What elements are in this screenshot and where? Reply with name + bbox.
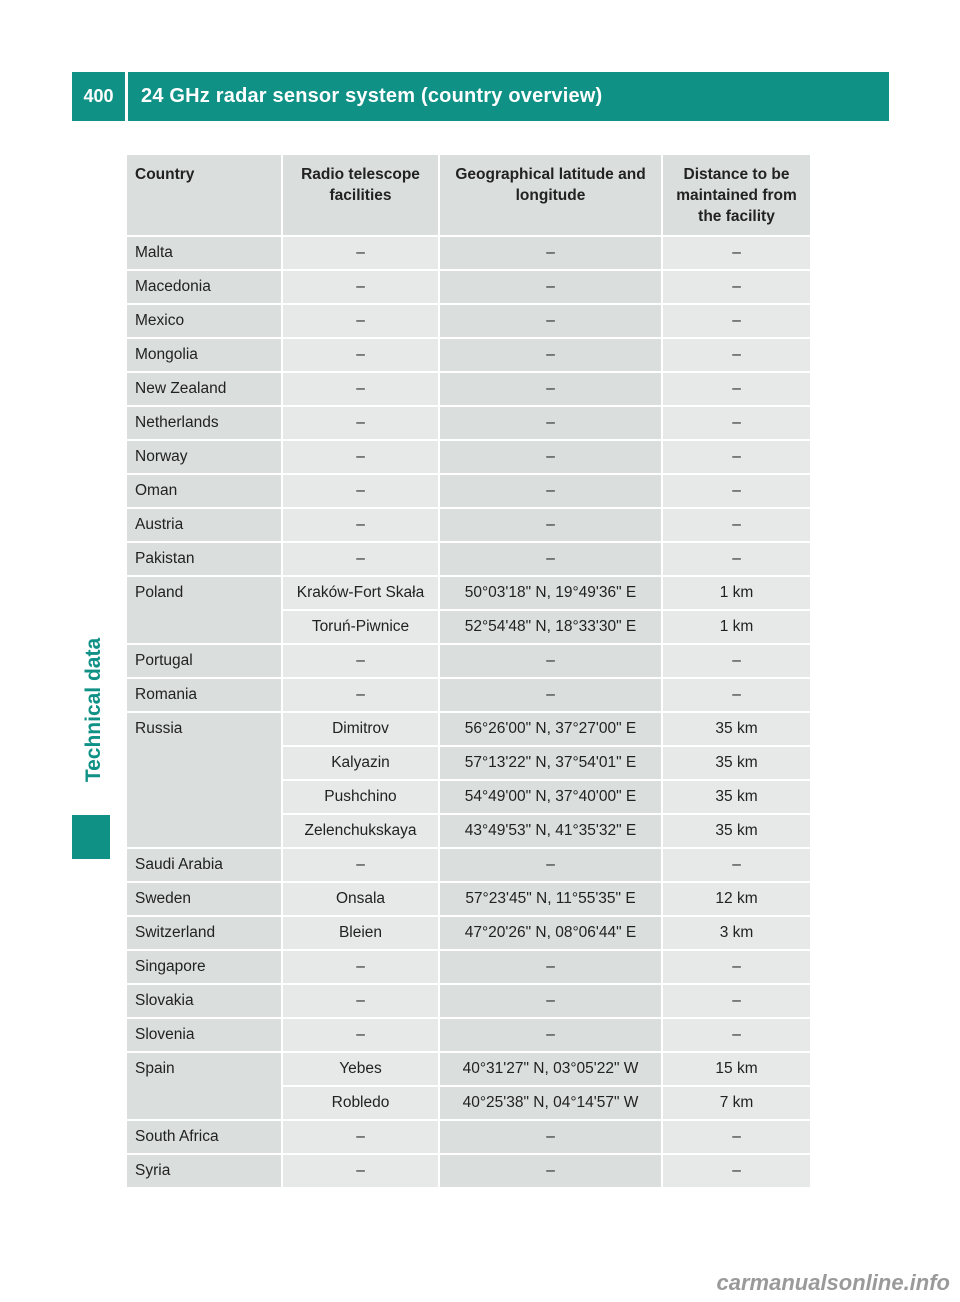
country-cell: Switzerland [127,916,282,950]
table-header-row [127,155,810,236]
distance-cell: – [662,440,810,474]
facility-cell: Yebes [282,1052,439,1086]
country-cell: New Zealand [127,372,282,406]
table-row [127,406,810,440]
distance-cell: 12 km [662,882,810,916]
watermark: carmanualsonline.info [716,1270,950,1295]
distance-cell: 15 km [662,1052,810,1086]
facility-cell: Kraków-Fort Skała [282,576,439,610]
facility-cell: – [282,236,439,270]
distance-cell: – [662,678,810,712]
facility-cell: – [282,644,439,678]
table-row [127,270,810,304]
distance-cell: – [662,304,810,338]
table-row [127,848,810,882]
facility-cell: Dimitrov [282,712,439,746]
country-cell: Poland [127,576,282,644]
table-row [127,678,810,712]
section-tab [72,605,116,815]
coordinates-cell: – [439,950,662,984]
table-row [127,508,810,542]
table-row [127,576,810,610]
coordinates-cell: – [439,406,662,440]
coordinates-cell: – [439,372,662,406]
facility-cell: Zelenchukskaya [282,814,439,848]
coordinates-cell: – [439,1018,662,1052]
table-row [127,236,810,270]
distance-cell: 3 km [662,916,810,950]
header-divider [125,72,128,121]
table-body [127,236,810,1188]
section-tab-label: Technical data [82,637,106,783]
coordinates-cell: 40°31'27" N, 03°05'22" W [439,1052,662,1086]
coordinates-cell: 57°23'45" N, 11°55'35" E [439,882,662,916]
table-row [127,1052,810,1086]
coordinates-cell: – [439,678,662,712]
distance-cell: – [662,1018,810,1052]
header-facilities: Radio telescope facilities [282,155,439,236]
coordinates-cell: 50°03'18" N, 19°49'36" E [439,576,662,610]
distance-cell: – [662,984,810,1018]
distance-cell: – [662,270,810,304]
table-row [127,474,810,508]
facility-cell: – [282,440,439,474]
page-number: 400 [83,86,114,106]
country-cell: South Africa [127,1120,282,1154]
facility-cell: – [282,406,439,440]
table-row [127,542,810,576]
facility-cell: Onsala [282,882,439,916]
country-cell: Sweden [127,882,282,916]
distance-cell: – [662,372,810,406]
country-cell: Singapore [127,950,282,984]
distance-cell: – [662,338,810,372]
distance-cell: 35 km [662,746,810,780]
coordinates-cell: – [439,236,662,270]
distance-cell: 35 km [662,712,810,746]
country-cell: Portugal [127,644,282,678]
facility-cell: – [282,1154,439,1188]
coordinates-cell: 43°49'53" N, 41°35'32" E [439,814,662,848]
table-row [127,372,810,406]
facility-cell: – [282,270,439,304]
country-cell: Oman [127,474,282,508]
coordinates-cell: – [439,984,662,1018]
distance-cell: – [662,1120,810,1154]
coordinates-cell: – [439,508,662,542]
facility-cell: – [282,542,439,576]
country-cell: Austria [127,508,282,542]
country-cell: Mexico [127,304,282,338]
table-row [127,984,810,1018]
distance-cell: – [662,406,810,440]
facility-cell: Robledo [282,1086,439,1120]
distance-cell: – [662,508,810,542]
facility-cell: – [282,1120,439,1154]
distance-cell: – [662,236,810,270]
coordinates-cell: – [439,474,662,508]
country-cell: Mongolia [127,338,282,372]
coordinates-cell: 52°54'48" N, 18°33'30" E [439,610,662,644]
country-cell: Norway [127,440,282,474]
country-cell: Pakistan [127,542,282,576]
country-cell: Macedonia [127,270,282,304]
table-row [127,644,810,678]
country-cell: Saudi Arabia [127,848,282,882]
coordinates-cell: 57°13'22" N, 37°54'01" E [439,746,662,780]
country-cell: Netherlands [127,406,282,440]
country-cell: Slovenia [127,1018,282,1052]
table-row [127,1154,810,1188]
facility-cell: – [282,338,439,372]
facility-cell: – [282,950,439,984]
coordinates-cell: – [439,338,662,372]
country-cell: Russia [127,712,282,848]
coordinates-cell: – [439,270,662,304]
page-title: 24 GHz radar sensor system (country overview) [141,85,603,107]
facility-cell: Bleien [282,916,439,950]
country-cell: Romania [127,678,282,712]
coordinates-cell: 54°49'00" N, 37°40'00" E [439,780,662,814]
facility-cell: – [282,372,439,406]
facility-cell: – [282,1018,439,1052]
coordinates-cell: – [439,1120,662,1154]
facility-cell: – [282,508,439,542]
distance-cell: – [662,1154,810,1188]
facility-cell: Toruń-Piwnice [282,610,439,644]
coordinates-cell: – [439,440,662,474]
coordinates-cell: – [439,304,662,338]
header-geo: Geographical latitude and longitude [439,155,662,236]
table-row [127,916,810,950]
coordinates-cell: – [439,1154,662,1188]
table-row [127,950,810,984]
distance-cell: – [662,542,810,576]
facility-cell: Pushchino [282,780,439,814]
distance-cell: – [662,950,810,984]
facility-cell: Kalyazin [282,746,439,780]
coordinates-cell: 40°25'38" N, 04°14'57" W [439,1086,662,1120]
table-row [127,712,810,746]
facility-cell: – [282,474,439,508]
country-cell: Syria [127,1154,282,1188]
distance-cell: – [662,848,810,882]
distance-cell: 1 km [662,610,810,644]
facility-cell: – [282,984,439,1018]
table-row [127,882,810,916]
facility-cell: – [282,304,439,338]
distance-cell: 35 km [662,814,810,848]
table-row [127,440,810,474]
section-marker [72,815,110,859]
country-table [127,155,810,1189]
coordinates-cell: 47°20'26" N, 08°06'44" E [439,916,662,950]
distance-cell: – [662,474,810,508]
country-cell: Slovakia [127,984,282,1018]
distance-cell: 35 km [662,780,810,814]
table-row [127,1018,810,1052]
coordinates-cell: – [439,542,662,576]
table-row [127,1120,810,1154]
header-distance: Distance to be maintained from the facility [662,155,810,236]
table-row [127,338,810,372]
distance-cell: 1 km [662,576,810,610]
country-cell: Malta [127,236,282,270]
coordinates-cell: 56°26'00" N, 37°27'00" E [439,712,662,746]
header-country: Country [127,155,282,236]
coordinates-cell: – [439,644,662,678]
facility-cell: – [282,848,439,882]
table-row [127,304,810,338]
country-cell: Spain [127,1052,282,1120]
distance-cell: – [662,644,810,678]
distance-cell: 7 km [662,1086,810,1120]
facility-cell: – [282,678,439,712]
page-header [72,72,889,121]
coordinates-cell: – [439,848,662,882]
